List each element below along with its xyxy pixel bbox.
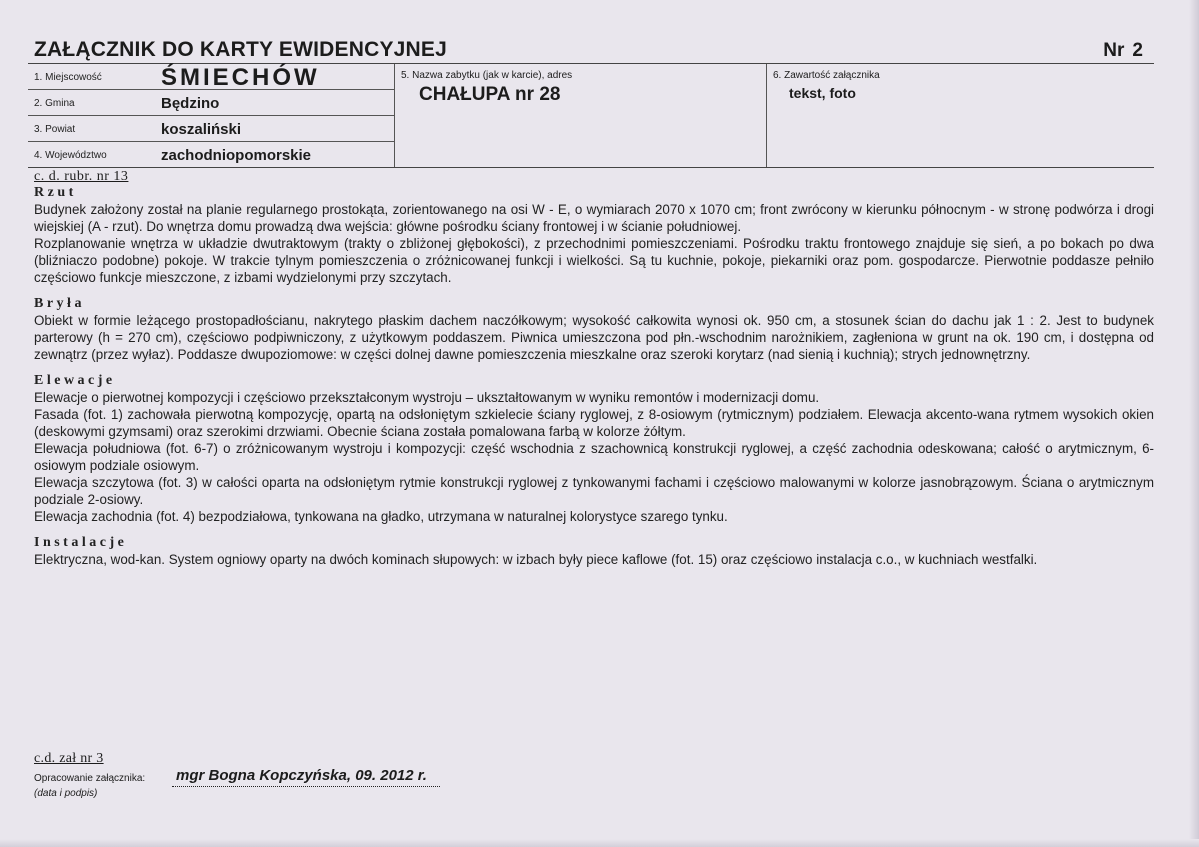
paragraph: Budynek założony został na planie regularnego prostokąta, zorientowanego na osi W - E, o wymiarach 2070 x 1070 cm; front zwrócony w kierunku północnym - w stronę podwórza i drogi wiejskiej (A - rzut). Do wnętrza domu prowadzą dwa wejścia: główne pośrodku ściany frontowej i w ścianie południowej. [34,202,1154,234]
section-rzut [34,184,1154,286]
paragraph: Elewacja południowa (fot. 6-7) o zróżnicowanym wystroju i kompozycji: część wschodnia z szachownicą konstrukcji ryglowej, a część zachodnia odeskowana; całość o arytmicznym, 6-osiowym podziale osiowym. [34,441,1154,473]
location-fields [28,64,394,168]
section-elewacje [34,372,1154,525]
document-title: ZAŁĄCZNIK DO KARTY EWIDENCYJNEJ [34,38,448,61]
field-label: 1. Miejscowość [34,72,102,83]
paragraph: Elewacje o pierwotnej kompozycji i częściowo przekształconym wystroju – ukształtowanym w wyniku remontów i modernizacji domu. [34,390,820,405]
date-signature-label: (data i podpis) [34,788,98,799]
continuation-note: c. d. rubr. nr 13 [34,169,129,184]
nr-value: 2 [1132,40,1143,61]
paragraph: Elewacja zachodnia (fot. 4) bezpodziałowa, tynkowana na gładko, utrzymana w naturalnej kolorystyce szarego tynku. [34,509,728,524]
field-value: Będzino [161,95,220,112]
paragraph: Elewacja szczytowa (fot. 3) w całości oparta na odsłoniętym rytmie konstrukcji ryglowej z tynkowanymi fachami i częściowo malowanymi w kolorze jasnobrązowym. Ściana o arytmicznym podziale 2-osiowy. [34,475,1154,507]
section-heading: Instalacje [34,535,128,550]
field-nazwa [395,64,765,168]
section-instalacje [34,534,1154,568]
attachment-continuation: c.d. zał nr 3 [34,751,104,766]
author-signature: mgr Bogna Kopczyńska, 09. 2012 r. [176,767,427,784]
paragraph: Rozplanowanie wnętrza w układzie dwutraktowym (trakty o zbliżonej głębokości), z przechodnimi pomieszczeniami. Pośrodku traktu frontowego znajduje się sień, a po bokach po dwa (bliźniaczo podobne) pokoje. W trakcie tylnym pomieszczenia o zróżnicowanej funkcji i wielkości. Są tu kuchnie, pokoje, piekarniki oraz pom. gospodarcze. Pierwotnie poddasze pełniło częściowo funkcje mieszczone, z izbami wydzielonymi przy szczytach. [34,236,1154,285]
section-heading: Bryła [34,296,85,311]
table-bottom-rule [28,167,1154,168]
field-zawartosc [767,64,1154,168]
field-label: 2. Gmina [34,98,75,109]
paragraph: Obiekt w formie leżącego prostopadłościanu, nakrytego płaskim dachem naczółkowym; wysokość całkowita wynosi ok. 950 cm, a stosunek ścian do dachu jak 1 : 2. Jest to budynek parterowy (h = 270 cm), częściowo podpiwniczony, z użytkowym poddaszem. Piwnica umieszczona pod płn.-wschodnim narożnikiem, zagłeniona w grunt na ok. 190 cm, i dostępna od zewnątrz (przez wyłaz). Poddasze dwupoziomowe: w części dolnej dawne pomieszczenia mieszkalne oraz szeroki korytarz (nad sienią i kuchnią); strych jednownętrzny. [34,313,1154,362]
field-value: zachodniopomorskie [161,147,312,164]
section-heading: Rzut [34,185,77,200]
field-label: 3. Powiat [34,124,76,135]
field-label: 6. Zawartość załącznika [773,70,880,81]
field-gmina [28,90,394,116]
field-value: tekst, foto [789,85,856,101]
body-text [34,184,1154,577]
field-wojewodztwo [28,142,394,168]
field-powiat [28,116,394,142]
field-value: koszaliński [161,121,242,138]
signature-line [172,786,440,787]
field-miejscowosc [28,64,394,90]
field-label: 5. Nazwa zabytku (jak w karcie), adres [401,70,573,81]
nr-label: Nr [1103,40,1125,61]
prepared-by-label: Opracowanie załącznika: [34,773,146,784]
attachment-number [1103,40,1143,62]
section-heading: Elewacje [34,373,116,388]
paragraph: Fasada (fot. 1) zachowała pierwotną kompozycję, opartą na odsłoniętym szkielecie ściany ryglowej, z 8-osiowym (rytmicznym) podziałem. Elewacja akcento-wana rytmem wysokich okien (deskowymi gzymsami) oraz szerokimi drzwiami. Obecnie ściana została pomalowana farbą w kolorze żółtym. [34,407,1154,439]
field-value: CHAŁUPA nr 28 [419,84,561,105]
field-value: ŚMIECHÓW [161,64,320,91]
scan-edge [0,839,1199,847]
scan-edge [1189,0,1199,847]
paragraph: Elektryczna, wod-kan. System ogniowy oparty na dwóch kominach słupowych: w izbach były piece kaflowe (fot. 15) oraz częściowo instalacja c.o., w kuchniach westfalki. [34,552,1038,567]
field-label: 4. Województwo [34,150,107,161]
section-bryla [34,295,1154,363]
